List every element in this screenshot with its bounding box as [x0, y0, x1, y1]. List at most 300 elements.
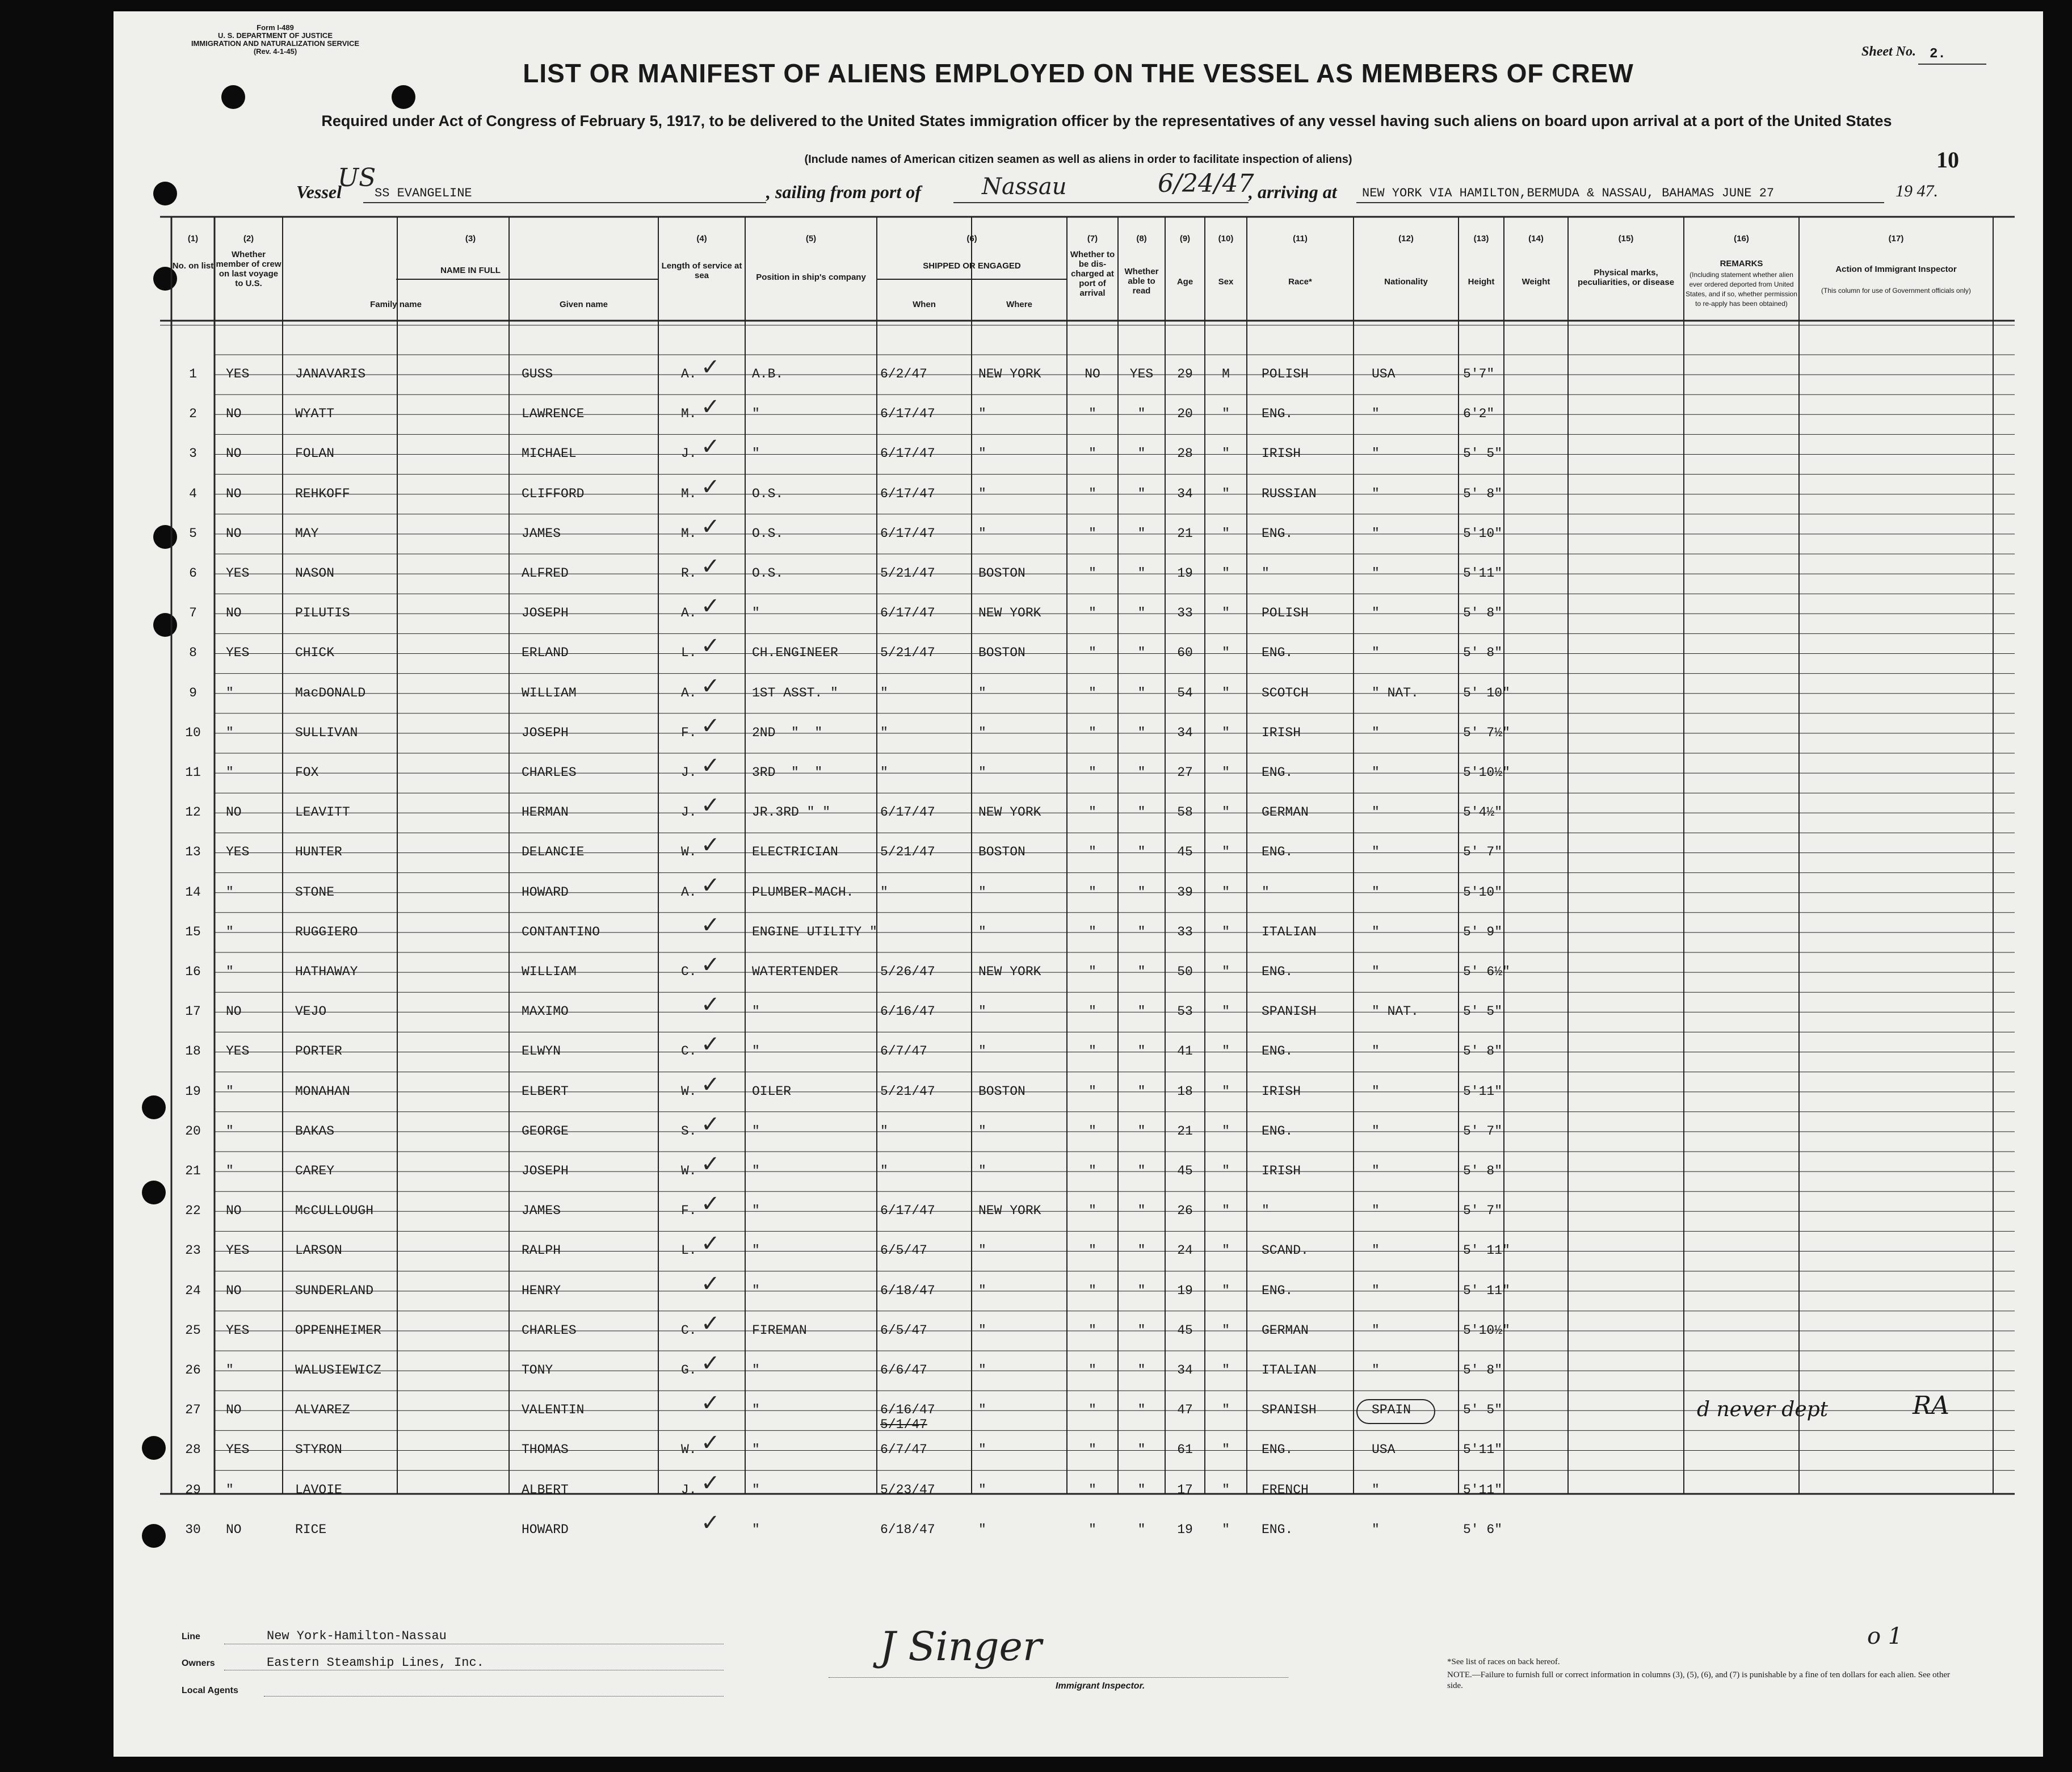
cell-race: SCOTCH: [1262, 685, 1309, 700]
cell-nationality: ": [1372, 1322, 1380, 1338]
struck-date: 5/1/47: [880, 1417, 927, 1433]
cell-given: HOWARD: [522, 884, 569, 900]
cell-age: 39: [1177, 884, 1193, 900]
cell-sex: ": [1222, 1442, 1230, 1458]
check-mark-icon: ✓: [701, 1390, 720, 1417]
cell-height: 5' 5": [1463, 1004, 1503, 1019]
cell-race: POLISH: [1262, 367, 1309, 381]
check-mark-icon: ✓: [701, 1231, 720, 1257]
cell-race: IRISH: [1262, 446, 1301, 461]
form-identifier: Form I-489 U. S. DEPARTMENT OF JUSTICE IMMIGRATION AND NATURALIZATION SERVICE (Rev. 4-1-45): [191, 23, 360, 56]
cell-read: ": [1137, 1203, 1146, 1219]
cell-age: 19: [1177, 1283, 1193, 1298]
cell-family: LAVOIE: [295, 1482, 342, 1497]
cell-init: F.: [681, 1203, 697, 1219]
cell-height: 5' 8": [1463, 606, 1503, 621]
line-value: New York-Hamilton-Nassau: [267, 1629, 447, 1643]
col-14-number: (14): [1528, 234, 1544, 243]
col-15-title: Physical marks, peculiarities, or disease: [1577, 268, 1675, 287]
check-mark-icon: ✓: [701, 1469, 720, 1496]
sheet-number: 2.: [1930, 47, 1946, 62]
cell-prev: YES: [226, 1243, 250, 1258]
cell-given: ALFRED: [522, 566, 569, 581]
cell-nationality: ": [1372, 645, 1380, 661]
cell-height: 5' 8": [1463, 486, 1503, 501]
sailing-date: 6/24/47: [1158, 169, 1254, 198]
owners-value: Eastern Steamship Lines, Inc.: [267, 1656, 484, 1670]
cell-where: BOSTON: [978, 1084, 1026, 1099]
cell-sex: ": [1222, 845, 1230, 860]
inspector-signature: J Singer: [880, 1623, 1042, 1670]
cell-race: POLISH: [1262, 606, 1309, 621]
cell-race: IRISH: [1262, 725, 1301, 740]
cell-family: MacDONALD: [295, 685, 366, 700]
cell-sex: ": [1222, 1203, 1230, 1219]
cell-family: RICE: [295, 1522, 327, 1537]
col-3-number: (3): [465, 234, 476, 243]
cell-race: IRISH: [1262, 1164, 1301, 1178]
cell-prev: YES: [226, 1442, 250, 1458]
arrival-year: 19 47.: [1896, 182, 1938, 200]
check-mark-icon: ✓: [701, 1350, 720, 1376]
cell-discharged: ": [1088, 486, 1096, 501]
cell-family: LEAVITT: [295, 805, 350, 820]
cell-when: 6/17/47: [880, 446, 935, 461]
cell-no: 6: [189, 566, 197, 581]
cell-no: 5: [189, 526, 197, 541]
cell-family: SUNDERLAND: [295, 1283, 374, 1298]
cell-position: PLUMBER-MACH.: [752, 884, 854, 900]
col-13-title: Height: [1468, 277, 1495, 287]
cell-race: ENG.: [1262, 1044, 1293, 1059]
cell-race: ENG.: [1262, 964, 1293, 979]
cell-read: ": [1137, 446, 1146, 461]
cell-where: ": [978, 1363, 986, 1378]
col-17-number: (17): [1888, 234, 1904, 243]
cell-where: ": [978, 1322, 986, 1338]
cell-position: ": [752, 1203, 760, 1219]
cell-where: ": [978, 1004, 986, 1019]
cell-sex: ": [1222, 606, 1230, 621]
cell-discharged: ": [1088, 924, 1096, 939]
check-mark-icon: ✓: [701, 354, 720, 380]
cell-no: 27: [185, 1403, 201, 1418]
cell-position: ": [752, 1243, 760, 1258]
cell-when: 6/17/47: [880, 526, 935, 541]
cell-nationality: ": [1372, 884, 1380, 900]
cell-no: 17: [185, 1004, 201, 1019]
cell-init: J.: [681, 765, 697, 780]
cell-age: 18: [1177, 1084, 1193, 1099]
agents-label: Local Agents: [182, 1686, 238, 1695]
cell-init: R.: [681, 566, 697, 581]
cell-prev: NO: [226, 486, 242, 501]
cell-family: HATHAWAY: [295, 964, 358, 979]
cell-no: 11: [185, 765, 201, 780]
cell-age: 53: [1177, 1004, 1193, 1019]
cell-init: A.: [681, 367, 697, 381]
cell-discharged: ": [1088, 964, 1096, 979]
cell-nationality: ": [1372, 805, 1380, 820]
cell-sex: ": [1222, 1322, 1230, 1338]
cell-sex: M: [1222, 367, 1230, 381]
cell-where: ": [978, 1164, 986, 1178]
cell-height: 5' 5": [1463, 1403, 1503, 1418]
cell-prev: NO: [226, 805, 242, 820]
cell-prev: NO: [226, 406, 242, 422]
cell-read: ": [1137, 1044, 1146, 1059]
cell-read: YES: [1129, 367, 1154, 381]
cell-init: M.: [681, 526, 697, 541]
cell-init: A.: [681, 606, 697, 621]
cell-age: 45: [1177, 845, 1193, 860]
cell-family: CAREY: [295, 1164, 335, 1178]
cell-where: ": [978, 1044, 986, 1059]
cell-age: 21: [1177, 526, 1193, 541]
cell-when: 6/17/47: [880, 606, 935, 621]
cell-position: O.S.: [752, 566, 784, 581]
cell-family: RUGGIERO: [295, 924, 358, 939]
cell-given: GUSS: [522, 367, 553, 381]
cell-sex: ": [1222, 1004, 1230, 1019]
cell-given: ELWYN: [522, 1044, 561, 1059]
cell-nationality: ": [1372, 964, 1380, 979]
page-number: 10: [1936, 147, 1959, 173]
cell-sex: ": [1222, 1363, 1230, 1378]
cell-discharged: ": [1088, 884, 1096, 900]
cell-sex: ": [1222, 1044, 1230, 1059]
col-6a-title: When: [913, 300, 936, 309]
cell-height: 5' 8": [1463, 645, 1503, 661]
cell-height: 5' 7": [1463, 1123, 1503, 1139]
cell-read: ": [1137, 606, 1146, 621]
cell-prev: NO: [226, 1203, 242, 1219]
cell-sex: ": [1222, 1283, 1230, 1298]
cell-when: ": [880, 1164, 888, 1178]
check-mark-icon: ✓: [701, 1031, 720, 1058]
cell-sex: ": [1222, 1123, 1230, 1139]
cell-where: ": [978, 1243, 986, 1258]
subtitle: Required under Act of Congress of February 5, 1917, to be delivered to the United States immigration officer by the representatives of any vessel having such aliens on board upon arrival at a port of the United States: [321, 112, 1892, 129]
check-mark-icon: ✓: [701, 912, 720, 938]
cell-no: 23: [185, 1243, 201, 1258]
cell-family: VEJO: [295, 1004, 327, 1019]
cell-nationality: ": [1372, 1522, 1380, 1537]
cell-discharged: ": [1088, 406, 1096, 422]
cell-init: C.: [681, 1044, 697, 1059]
cell-height: 5' 8": [1463, 1044, 1503, 1059]
cell-age: 45: [1177, 1322, 1193, 1338]
cell-where: ": [978, 446, 986, 461]
cell-discharged: ": [1088, 1442, 1096, 1458]
cell-when: 6/5/47: [880, 1243, 927, 1258]
check-mark-icon: ✓: [701, 712, 720, 739]
cell-when: 6/5/47: [880, 1322, 927, 1338]
cell-height: 5' 8": [1463, 1164, 1503, 1178]
cell-when: 6/17/47: [880, 486, 935, 501]
col-17-note: (This column for use of Government officials only): [1821, 287, 1971, 295]
cell-position: ": [752, 1522, 760, 1537]
cell-where: ": [978, 685, 986, 700]
cell-height: 5' 10": [1463, 685, 1510, 700]
cell-nationality: ": [1372, 924, 1380, 939]
col-16-number: (16): [1734, 234, 1749, 243]
cell-family: OPPENHEIMER: [295, 1322, 381, 1338]
cell-read: ": [1137, 406, 1146, 422]
cell-discharged: ": [1088, 1004, 1096, 1019]
cell-race: ": [1262, 566, 1270, 581]
handwritten-remark: d never dept: [1697, 1398, 1829, 1422]
col-4-title: Length of service at sea: [661, 261, 742, 280]
manifest-sheet: [114, 11, 2043, 1757]
subnote: (Include names of American citizen seamen as well as aliens in order to facilitate inspection of aliens): [804, 153, 1352, 166]
cell-position: CH.ENGINEER: [752, 645, 838, 661]
cell-family: REHKOFF: [295, 486, 350, 501]
cell-read: ": [1137, 1442, 1146, 1458]
cell-family: HUNTER: [295, 845, 342, 860]
cell-age: 20: [1177, 406, 1193, 422]
cell-position: WATERTENDER: [752, 964, 838, 979]
cell-given: JOSEPH: [522, 606, 569, 621]
cell-race: RUSSIAN: [1262, 486, 1317, 501]
cell-no: 8: [189, 645, 197, 661]
cell-no: 19: [185, 1084, 201, 1099]
check-mark-icon: ✓: [701, 792, 720, 819]
cell-nationality: USA: [1372, 367, 1396, 381]
cell-nationality: ": [1372, 486, 1380, 501]
cell-height: 5'11": [1463, 1084, 1503, 1099]
cell-read: ": [1137, 765, 1146, 780]
cell-sex: ": [1222, 486, 1230, 501]
cell-age: 45: [1177, 1164, 1193, 1178]
cell-no: 24: [185, 1283, 201, 1298]
cell-family: WYATT: [295, 406, 335, 422]
col-8-number: (8): [1136, 234, 1147, 243]
col-11-title: Race*: [1288, 277, 1312, 287]
cell-no: 25: [185, 1322, 201, 1338]
cell-read: ": [1137, 1522, 1146, 1537]
check-mark-icon: ✓: [701, 553, 720, 580]
cell-age: 41: [1177, 1044, 1193, 1059]
cell-where: NEW YORK: [978, 964, 1041, 979]
cell-init: W.: [681, 1442, 697, 1458]
cell-sex: ": [1222, 924, 1230, 939]
cell-age: 19: [1177, 1522, 1193, 1537]
cell-read: ": [1137, 1283, 1146, 1298]
check-mark-icon: ✓: [701, 1071, 720, 1098]
cell-given: JOSEPH: [522, 725, 569, 740]
cell-discharged: ": [1088, 1084, 1096, 1099]
col-6b-title: Where: [1006, 300, 1032, 309]
cell-position: O.S.: [752, 486, 784, 501]
cell-nationality: SPAIN: [1372, 1403, 1411, 1418]
cell-prev: ": [226, 725, 234, 740]
cell-prev: NO: [226, 446, 242, 461]
cell-nationality: ": [1372, 1243, 1380, 1258]
penalty-note: NOTE.—Failure to furnish full or correct information in columns (3), (5), (6), and (7) is punishable by a fine of ten dollars for each alien. See other side.: [1447, 1670, 1950, 1690]
check-mark-icon: ✓: [701, 1151, 720, 1177]
cell-no: 10: [185, 725, 201, 740]
cell-where: NEW YORK: [978, 367, 1041, 381]
cell-when: 6/6/47: [880, 1363, 927, 1378]
cell-sex: ": [1222, 566, 1230, 581]
cell-position: ": [752, 1363, 760, 1378]
cell-nationality: ": [1372, 446, 1380, 461]
owners-label: Owners: [182, 1658, 215, 1668]
cell-position: 2ND " ": [752, 725, 823, 740]
cell-prev: ": [226, 1084, 234, 1099]
cell-prev: YES: [226, 1044, 250, 1059]
cell-when: 6/17/47: [880, 805, 935, 820]
cell-discharged: ": [1088, 566, 1096, 581]
col-11-number: (11): [1293, 234, 1308, 243]
cell-position: ": [752, 1403, 760, 1418]
cell-sex: ": [1222, 964, 1230, 979]
cell-nationality: ": [1372, 1363, 1380, 1378]
col-14-title: Weight: [1522, 277, 1550, 287]
cell-when: 5/26/47: [880, 964, 935, 979]
cell-read: ": [1137, 725, 1146, 740]
cell-discharged: ": [1088, 1044, 1096, 1059]
cell-when: ": [880, 685, 888, 700]
cell-when: 5/21/47: [880, 566, 935, 581]
cell-where: ": [978, 725, 986, 740]
cell-age: 60: [1177, 645, 1193, 661]
cell-no: 3: [189, 446, 197, 461]
cell-family: PILUTIS: [295, 606, 350, 621]
cell-read: ": [1137, 1243, 1146, 1258]
cell-race: ITALIAN: [1262, 924, 1317, 939]
cell-family: BAKAS: [295, 1123, 335, 1139]
cell-no: 2: [189, 406, 197, 422]
cell-family: STYRON: [295, 1442, 342, 1458]
cell-when: ": [880, 765, 888, 780]
cell-given: GEORGE: [522, 1123, 569, 1139]
cell-init: M.: [681, 486, 697, 501]
cell-family: NASON: [295, 566, 335, 581]
cell-discharged: ": [1088, 446, 1096, 461]
col-10-number: (10): [1218, 234, 1234, 243]
cell-sex: ": [1222, 725, 1230, 740]
cell-where: NEW YORK: [978, 1203, 1041, 1219]
cell-when: ": [880, 1123, 888, 1139]
cell-prev: ": [226, 1363, 234, 1378]
check-mark-icon: ✓: [701, 1191, 720, 1217]
cell-when: 6/18/47: [880, 1283, 935, 1298]
cell-given: WILLIAM: [522, 685, 577, 700]
cell-position: ": [752, 606, 760, 621]
cell-when: 6/17/47: [880, 1203, 935, 1219]
cell-position: A.B.: [752, 367, 784, 381]
cell-read: ": [1137, 1084, 1146, 1099]
cell-nationality: ": [1372, 526, 1380, 541]
cell-when: ": [880, 884, 888, 900]
cell-race: ENG.: [1262, 1442, 1293, 1458]
cell-race: ENG.: [1262, 645, 1293, 661]
col-17-title: Action of Immigrant Inspector: [1835, 264, 1957, 274]
cell-where: BOSTON: [978, 566, 1026, 581]
col-10-title: Sex: [1218, 277, 1234, 287]
col-16-note: (Including statement whether alien ever ordered deported from United States, and if so, whether permission to re-apply has been obtained): [1686, 271, 1797, 308]
check-mark-icon: ✓: [701, 593, 720, 620]
cell-discharged: ": [1088, 1243, 1096, 1258]
cell-position: ELECTRICIAN: [752, 845, 838, 860]
cell-height: 5'10": [1463, 884, 1503, 900]
inspector-label: Immigrant Inspector.: [1056, 1681, 1145, 1691]
cell-age: 58: [1177, 805, 1193, 820]
cell-age: 34: [1177, 1363, 1193, 1378]
cell-age: 33: [1177, 606, 1193, 621]
cell-read: ": [1137, 1363, 1146, 1378]
cell-read: ": [1137, 1164, 1146, 1178]
cell-race: ENG.: [1262, 765, 1293, 780]
cell-age: 47: [1177, 1403, 1193, 1418]
cell-prev: YES: [226, 645, 250, 661]
cell-nationality: ": [1372, 566, 1380, 581]
check-mark-icon: ✓: [701, 673, 720, 699]
cell-race: SPANISH: [1262, 1004, 1317, 1019]
cell-family: FOX: [295, 765, 319, 780]
cell-no: 16: [185, 964, 201, 979]
cell-no: 4: [189, 486, 197, 501]
cell-no: 15: [185, 924, 201, 939]
cell-prev: ": [226, 1482, 234, 1497]
cell-read: ": [1137, 685, 1146, 700]
cell-age: 24: [1177, 1243, 1193, 1258]
cell-height: 5'11": [1463, 1482, 1503, 1497]
cell-where: ": [978, 1522, 986, 1537]
col-7-number: (7): [1087, 234, 1098, 243]
cell-given: MICHAEL: [522, 446, 577, 461]
cell-given: DELANCIE: [522, 845, 585, 860]
col-8-title: Whether able to read: [1124, 267, 1159, 296]
cell-sex: ": [1222, 1522, 1230, 1537]
cell-given: VALENTIN: [522, 1403, 585, 1418]
cell-init: A.: [681, 685, 697, 700]
cell-prev: YES: [226, 845, 250, 860]
sailing-label: , sailing from port of: [766, 182, 921, 202]
cell-given: MAXIMO: [522, 1004, 569, 1019]
cell-init: L.: [681, 1243, 697, 1258]
check-mark-icon: ✓: [701, 473, 720, 500]
cell-no: 20: [185, 1123, 201, 1139]
check-mark-icon: ✓: [701, 394, 720, 421]
cell-read: ": [1137, 884, 1146, 900]
cell-prev: YES: [226, 367, 250, 381]
check-mark-icon: ✓: [701, 1509, 720, 1536]
race-note: *See list of races on back hereof.: [1447, 1657, 1560, 1666]
cell-given: JOSEPH: [522, 1164, 569, 1178]
cell-age: 33: [1177, 924, 1193, 939]
cell-where: ": [978, 526, 986, 541]
cell-age: 27: [1177, 765, 1193, 780]
cell-init: M.: [681, 406, 697, 422]
cell-family: FOLAN: [295, 446, 335, 461]
col-7-title: Whether to be dis-charged at port of arrival: [1070, 250, 1115, 298]
cell-nationality: ": [1372, 1044, 1380, 1059]
cell-where: ": [978, 1442, 986, 1458]
cell-sex: ": [1222, 526, 1230, 541]
cell-no: 29: [185, 1482, 201, 1497]
check-mark-icon: ✓: [701, 1310, 720, 1337]
cell-sex: ": [1222, 446, 1230, 461]
arrival-port: NEW YORK VIA HAMILTON,BERMUDA & NASSAU, BAHAMAS JUNE 27: [1362, 186, 1775, 200]
cell-init: A.: [681, 884, 697, 900]
cell-given: ALBERT: [522, 1482, 569, 1497]
cell-given: CHARLES: [522, 765, 577, 780]
cell-prev: NO: [226, 1403, 242, 1418]
cell-no: 7: [189, 606, 197, 621]
